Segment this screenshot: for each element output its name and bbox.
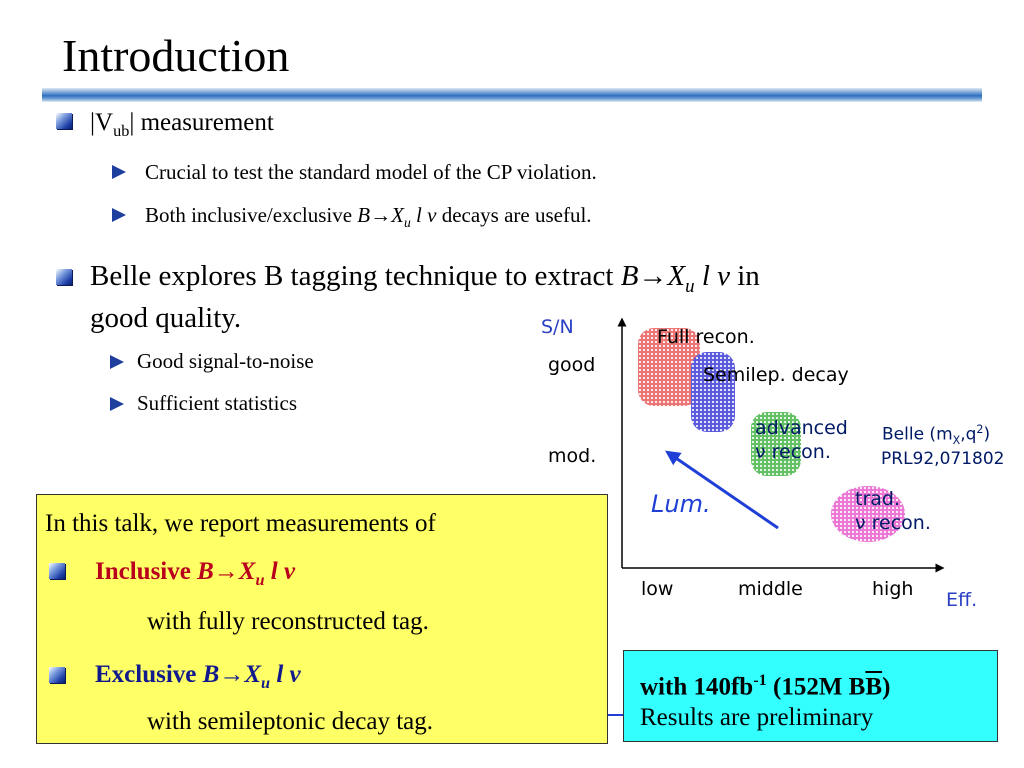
dataset-bbar: $\overline{B}$ — [865, 673, 883, 701]
x-tick-high: high — [872, 578, 914, 600]
x-tick-low: low — [641, 578, 674, 600]
prl-reference: PRL92,071802 — [881, 449, 1005, 469]
dataset-line1 — [640, 665, 890, 702]
triangle-bullet-icon — [112, 165, 126, 179]
connector-line — [606, 714, 624, 716]
formula: B→X — [357, 203, 404, 227]
square-bullet-icon — [56, 113, 72, 129]
ref-text: Belle (m — [882, 424, 953, 445]
formula-sub: u — [255, 571, 265, 589]
square-bullet-icon — [49, 667, 65, 683]
triangle-bullet-icon — [110, 397, 124, 411]
formula-tail: l ν — [264, 558, 296, 585]
ref-text: ,q — [960, 424, 977, 445]
formula: B→X — [202, 661, 262, 688]
formula: B→X — [620, 260, 686, 292]
y-tick-good: good — [548, 354, 596, 376]
sub-bullet-text: Both inclusive/exclusive — [145, 203, 358, 227]
region-trad-label — [855, 487, 931, 535]
luminosity-label: Lum. — [651, 490, 711, 518]
dataset-box — [623, 650, 998, 742]
square-bullet-icon — [56, 269, 72, 285]
formula-sub: u — [261, 674, 271, 692]
y-axis-label: S/N — [541, 316, 574, 338]
ref-text: ) — [983, 424, 991, 445]
bullet-vub — [90, 108, 274, 146]
dataset-text: with 140fb — [640, 673, 754, 701]
dataset-line2: Results are preliminary — [640, 704, 874, 731]
slide-title: Introduction — [62, 30, 290, 81]
x-axis-label: Eff. — [946, 589, 978, 611]
bullet-vub-prefix: |V — [90, 109, 114, 136]
exclusive-detail: with semileptonic decay tag. — [147, 708, 434, 735]
region-trad-line2: ν recon. — [855, 512, 931, 534]
dataset-text: ) — [882, 673, 891, 701]
sub-bullet-inclusive-exclusive — [145, 202, 592, 236]
bullet-vub-suffix: | measurement — [129, 109, 274, 136]
bullet-belle — [90, 258, 760, 305]
talk-summary-box — [36, 494, 608, 744]
exclusive-label: Exclusive — [95, 661, 203, 688]
formula-tail: l ν — [270, 661, 301, 688]
bullet-belle-line2: good quality. — [90, 302, 242, 334]
region-semilep-label: Semilep. decay — [703, 364, 849, 386]
triangle-bullet-icon — [110, 355, 124, 369]
triangle-bullet-icon — [112, 208, 126, 222]
bullet-belle-text: Belle explores B tagging technique to extract — [90, 260, 621, 292]
belle-reference — [882, 423, 990, 447]
title-underline — [42, 88, 982, 102]
region-trad-line1: trad. — [855, 488, 901, 510]
formula-tail: l ν — [410, 203, 437, 227]
formula-sub: u — [685, 275, 695, 297]
region-advanced-label — [755, 416, 848, 464]
region-advanced-line1: advanced — [755, 417, 848, 439]
sub-bullet-text: decays are useful. — [436, 203, 592, 227]
formula: B→X — [197, 558, 256, 585]
formula-tail: l ν — [694, 260, 730, 292]
y-tick-mod: mod. — [548, 445, 597, 467]
formula-sub: u — [403, 215, 411, 231]
bullet-vub-sub: ub — [113, 122, 130, 140]
inclusive-label: Inclusive — [95, 558, 198, 585]
dataset-text: (152M B — [766, 673, 866, 701]
exclusive-item — [95, 660, 301, 698]
ref-sub: X — [952, 434, 961, 448]
sub-bullet-crucial: Crucial to test the standard model of the CP violation. — [145, 160, 597, 184]
inclusive-item — [95, 557, 295, 595]
region-full-label: Full recon. — [657, 326, 755, 348]
sub-bullet-signal-noise: Good signal-to-noise — [137, 349, 314, 373]
x-tick-middle: middle — [738, 578, 803, 600]
inclusive-detail: with fully reconstructed tag. — [147, 608, 429, 635]
ref-sup: 2 — [976, 423, 984, 436]
dataset-sup: -1 — [753, 671, 767, 689]
region-advanced-line2: ν recon. — [755, 441, 831, 463]
bullet-belle-text: in — [730, 260, 760, 292]
square-bullet-icon — [49, 563, 65, 579]
sub-bullet-statistics: Sufficient statistics — [137, 391, 298, 415]
talk-intro: In this talk, we report measurements of — [45, 510, 436, 537]
